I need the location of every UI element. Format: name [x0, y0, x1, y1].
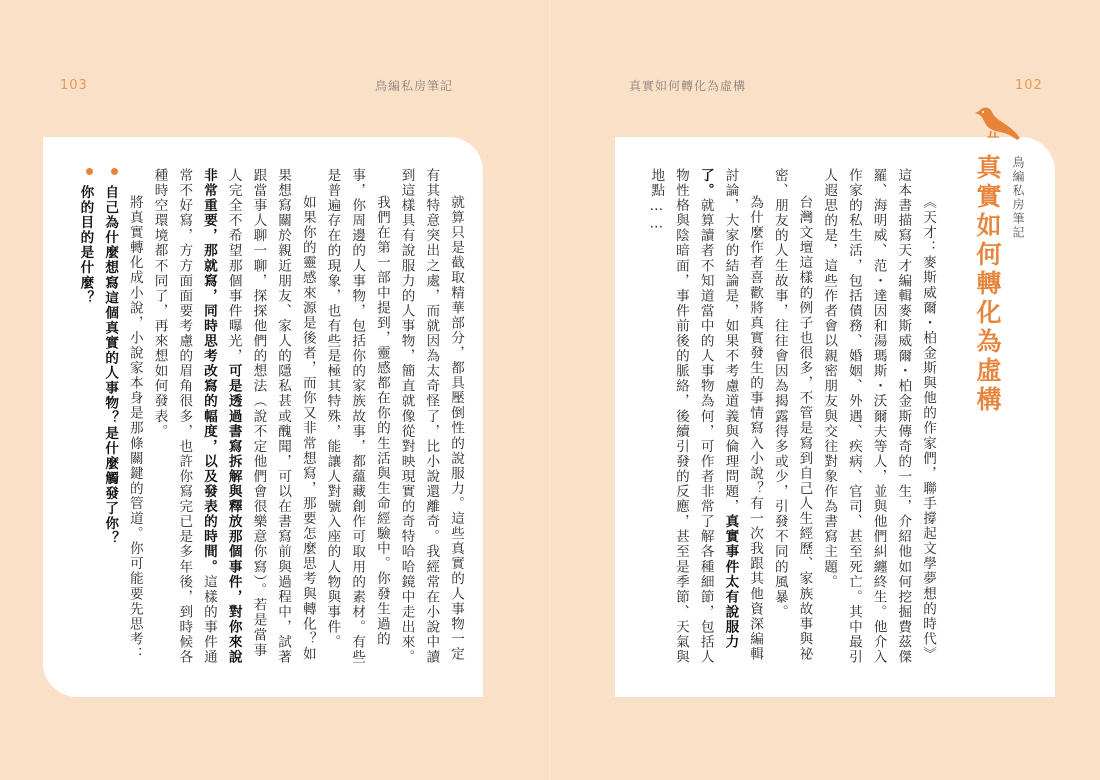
paragraph	[644, 168, 768, 668]
bold-text-segment: 真實事件太有說服力了。	[697, 168, 739, 650]
page-number: 103	[60, 78, 88, 93]
running-head: 鳥編私房筆記	[375, 79, 454, 93]
series-label: 鳥編私房筆記	[1011, 156, 1025, 240]
bullet-dot-icon	[111, 168, 118, 175]
paragraph: 將真實轉化成小說，小說家本身是那條關鍵的管道。你可能要先思考：	[126, 195, 143, 662]
text-segment: 這樣的事件通常不好寫，方方面面要考慮的眉角很多，也許你寫完已是多年後，到時候各種時空環境都不同了，再來想如何發表。	[151, 168, 217, 665]
chapter-heading	[963, 150, 1033, 550]
bullet-text: 你的目的是什麼？	[77, 185, 94, 306]
page-number: 102	[1015, 78, 1043, 93]
paragraph: 就算只是截取精華部分，都具壓倒性的說服力。這些真實的人事物一定有其特意突出之處，而就因為太奇怪了，比小說還離奇。我經常在小說中讀到這樣具有說服力的人事物，簡直就像從對映現實的奇特哈哈鏡中走出來。	[398, 168, 464, 665]
body-text	[630, 168, 940, 668]
body-text	[68, 168, 468, 668]
bold-text-segment: 可是透過書寫拆解與釋放那個事件，對你來說非常重要，那就寫，同時思考改寫的幅度，以及發表的時間。	[200, 168, 242, 665]
paragraph: 我們在第一部中提到，靈感都在你的生活與生命經驗中。你發生過的事，你周邊的人事物，包括你的家族故事，都蘊藏創作可取用的素材。有些是普遍存在的現象，也有些是極其特殊，能讓人對號入座的人物與事件。	[324, 168, 390, 665]
paragraph: 《天才：麥斯威爾・柏金斯與他的作家們，聯手撐起文學夢想的時代》這本書描寫天才編輯麥斯威爾・柏金斯傳奇的一生，介紹他如何挖掘費茲傑羅、海明威、范・達因和湯瑪斯・沃爾夫等人，並與他們糾纏終生。他介入作家的私生活，包括債務、婚姻、外遇、疾病、官司、甚至死亡。其中最引人遐思的是，這些作者會以親密朋友與交往對象作為書寫主題。	[821, 168, 936, 665]
right-page	[550, 0, 1100, 780]
bullet-item	[97, 168, 122, 668]
bird-icon	[974, 104, 1022, 144]
bullet-text: 自己為什麼想寫這個真實的人事物？是什麼觸發了你？	[102, 185, 119, 547]
text-segment: 就算讀者不知道當中的人事物為何，可作者非常了解各種細節，包括人物性格與陰暗面，事件前後的脈絡，後續引發的反應，甚至是季節、天氣與地點……	[648, 168, 714, 665]
text-segment: 如果你的靈感來源是後者，而你又非常想寫，那要怎麼思考與轉化？如果想寫關於親近朋友、家人的隱私甚或醜聞，可以在書寫前與過程中，試著跟當事人聊一聊，探探他們的想法（說不定他們會很樂意你寫）。若是當事人完全不希望那個事件曝光，	[225, 168, 316, 665]
bullet-item	[73, 168, 98, 668]
paragraph: 台灣文壇這樣的例子也很多，不管是寫到自己人生經歷、家族故事與祕密、朋友的人生故事，往往會因為揭露得多或少，引發不同的風暴。	[771, 168, 813, 662]
bullet-dot-icon	[86, 168, 93, 175]
chapter-title: 真實如何轉化為虛構	[973, 154, 1002, 415]
paragraph	[147, 168, 320, 668]
running-head: 真實如何轉化為虛構	[629, 79, 747, 93]
text-segment: 為什麼作者喜歡將真實發生的事情寫入小說？有一次我跟其他資深編輯討論，大家的結論是，如果不考慮道義與倫理問題，	[722, 168, 764, 662]
